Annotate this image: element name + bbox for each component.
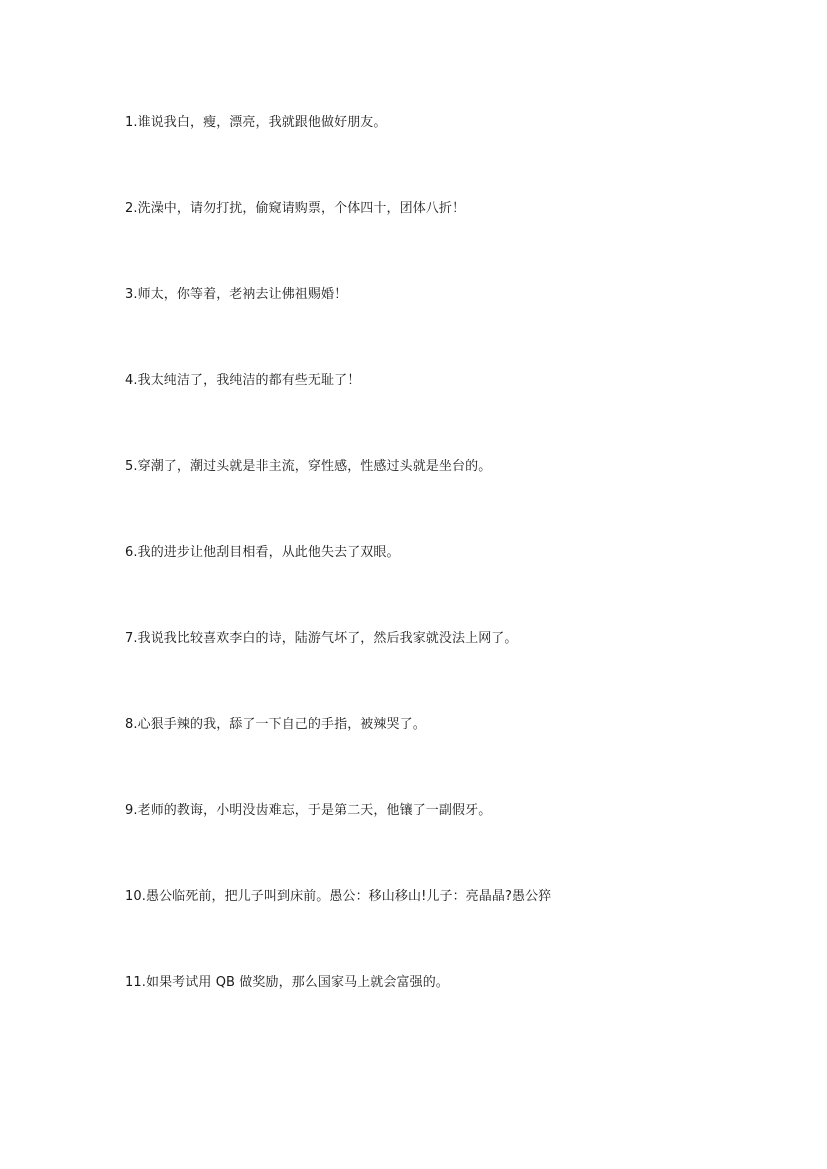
joke-line-11: 11.如果考试用 QB 做奖励，那么国家马上就会富强的。 <box>125 975 449 990</box>
joke-line-2: 2.洗澡中，请勿打扰，偷窥请购票，个体四十，团体八折！ <box>125 201 466 216</box>
joke-line-4: 4.我太纯洁了，我纯洁的都有些无耻了！ <box>125 373 361 388</box>
joke-list <box>125 112 785 1058</box>
joke-line-5: 5.穿潮了，潮过头就是非主流，穿性感，性感过头就是坐台的。 <box>125 459 492 474</box>
joke-line-6: 6.我的进步让他刮目相看，从此他失去了双眼。 <box>125 545 400 560</box>
joke-line-8: 8.心狠手辣的我，舔了一下自己的手指，被辣哭了。 <box>125 717 426 732</box>
joke-line-9: 9.老师的教诲，小明没齿难忘，于是第二天，他镶了一副假牙。 <box>125 803 492 818</box>
joke-line-7: 7.我说我比较喜欢李白的诗，陆游气坏了，然后我家就没法上网了。 <box>125 631 518 646</box>
joke-line-3: 3.师太，你等着，老衲去让佛祖赐婚！ <box>125 287 348 302</box>
joke-line-1: 1.谁说我白，瘦，漂亮，我就跟他做好朋友。 <box>125 115 387 130</box>
joke-line-10: 10.愚公临死前，把儿子叫到床前。愚公：移山移山!儿子：亮晶晶?愚公猝 <box>125 889 552 904</box>
